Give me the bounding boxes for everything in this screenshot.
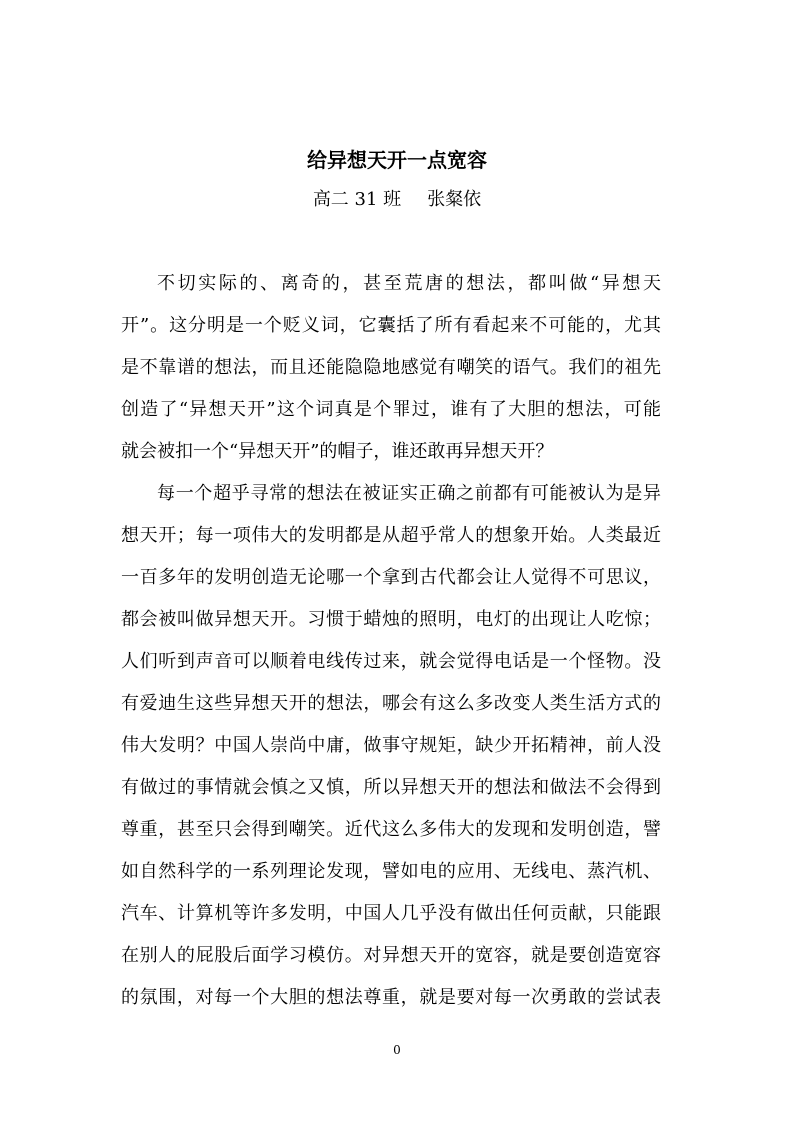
paragraph-line: 人们听到声音可以顺着电线传过来，就会觉得电话是一个怪物。没 bbox=[121, 651, 661, 672]
paragraph-line: 如自然科学的一系列理论发现，譬如电的应用、无线电、蒸汽机、 bbox=[121, 861, 661, 882]
author-name: 张粲依 bbox=[427, 189, 482, 210]
paragraph-line: 都会被叫做异想天开。习惯于蜡烛的照明，电灯的出现让人吃惊； bbox=[121, 609, 661, 630]
paragraph-line: 的氛围，对每一个大胆的想法尊重，就是要对每一次勇敢的尝试表 bbox=[121, 987, 661, 1008]
paragraph-line: 开”。这分明是一个贬义词，它囊括了所有看起来不可能的，尤其 bbox=[121, 315, 661, 336]
paragraph-line: 有爱迪生这些异想天开的想法，哪会有这么多改变人类生活方式的 bbox=[121, 693, 661, 714]
paragraph-line: 伟大发明？中国人崇尚中庸，做事守规矩，缺少开拓精神，前人没 bbox=[121, 735, 661, 756]
page-number: 0 bbox=[393, 1043, 401, 1057]
paragraph-line: 不切实际的、离奇的，甚至荒唐的想法，都叫做“异想天 bbox=[157, 273, 661, 294]
document-byline bbox=[0, 187, 794, 213]
paragraph-line: 每一个超乎寻常的想法在被证实正确之前都有可能被认为是异 bbox=[157, 483, 661, 504]
paragraph-line: 尊重，甚至只会得到嘲笑。近代这么多伟大的发现和发明创造，譬 bbox=[121, 819, 661, 840]
paragraph-line: 就会被扣一个“异想天开”的帽子，谁还敢再异想天开？ bbox=[121, 441, 554, 462]
paragraph-line: 是不靠谱的想法，而且还能隐隐地感觉有嘲笑的语气。我们的祖先 bbox=[121, 357, 661, 378]
paragraph-line: 在别人的屁股后面学习模仿。对异想天开的宽容，就是要创造宽容 bbox=[121, 945, 661, 966]
document-title: 给异想天开一点宽容 bbox=[307, 148, 487, 172]
paragraph-line: 有做过的事情就会慎之又慎，所以异想天开的想法和做法不会得到 bbox=[121, 777, 661, 798]
paragraph-line: 一百多年的发明创造无论哪一个拿到古代都会让人觉得不可思议， bbox=[121, 567, 661, 588]
paragraph-line: 创造了“异想天开”这个词真是个罪过，谁有了大胆的想法，可能 bbox=[121, 399, 661, 420]
class-name: 高二 31 班 bbox=[312, 189, 402, 210]
paragraph-line: 想天开；每一项伟大的发明都是从超乎常人的想象开始。人类最近 bbox=[121, 525, 661, 546]
paragraph-line: 汽车、计算机等许多发明，中国人几乎没有做出任何贡献，只能跟 bbox=[121, 903, 661, 924]
